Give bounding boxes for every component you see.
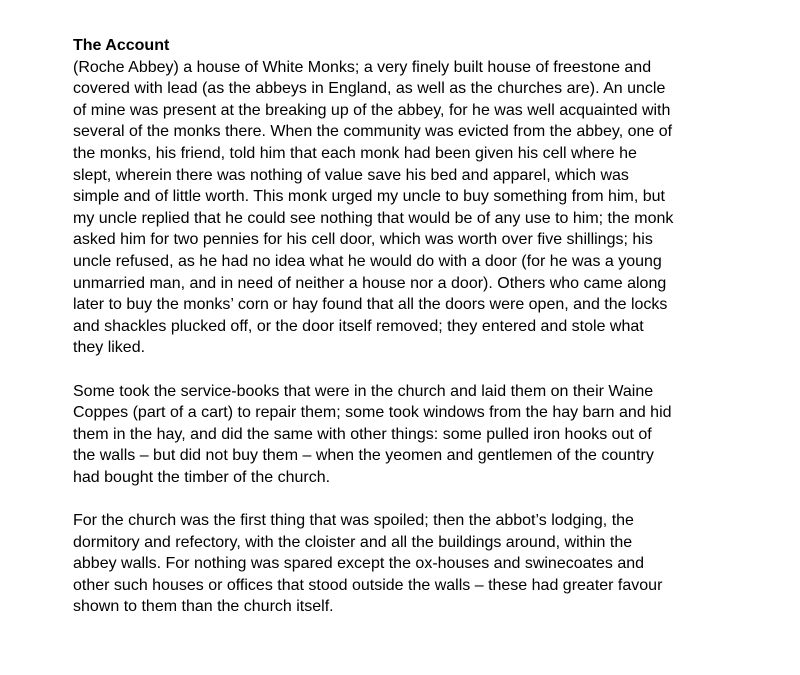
text-line: shown to them than the church itself.: [73, 598, 334, 616]
text-line: Coppes (part of a cart) to repair them; some took windows from the hay barn and hid: [73, 404, 672, 422]
text-line: had bought the timber of the church.: [73, 468, 331, 486]
text-line: For the church was the first thing that was spoiled; then the abbot’s lodging, the: [73, 512, 634, 530]
paragraph-2: [73, 381, 763, 489]
text-line: several of the monks there. When the community was evicted from the abbey, one of: [73, 123, 673, 141]
text-line: Some took the service-books that were in the church and laid them on their Waine: [73, 382, 654, 400]
text-line: other such houses or offices that stood outside the walls – these had greater favour: [73, 576, 663, 594]
text-line: they liked.: [73, 339, 146, 357]
text-line: my uncle replied that he could see nothing that would be of any use to him; the monk: [73, 209, 674, 227]
text-line: dormitory and refectory, with the cloister and all the buildings around, within the: [73, 533, 633, 551]
text-line: the monks, his friend, told him that each monk had been given his cell where he: [73, 144, 637, 162]
text-line: and shackles plucked off, or the door itself removed; they entered and stole what: [73, 317, 644, 335]
text-line: asked him for two pennies for his cell door, which was worth over five shillings; his: [73, 231, 653, 249]
text-line: the walls – but did not buy them – when the yeomen and gentlemen of the country: [73, 447, 654, 465]
text-line: covered with lead (as the abbeys in England, as well as the churches are). An uncle: [73, 80, 666, 98]
text-line: simple and of little worth. This monk urged my uncle to buy something from him, but: [73, 188, 665, 206]
document-title: The Account: [73, 37, 170, 54]
text-line: unmarried man, and in need of neither a house nor a door). Others who came along: [73, 274, 667, 292]
text-line: of mine was present at the breaking up of the abbey, for he was well acquainted with: [73, 101, 671, 119]
text-line: them in the hay, and did the same with other things: some pulled iron hooks out of: [73, 425, 652, 443]
paragraph-1: [73, 57, 763, 359]
text-line: uncle refused, as he had no idea what he would do with a door (for he was a young: [73, 252, 662, 270]
document-body: [73, 35, 763, 618]
text-line: (Roche Abbey) a house of White Monks; a very finely built house of freestone and: [73, 58, 652, 76]
text-line: abbey walls. For nothing was spared except the ox-houses and swinecoates and: [73, 555, 645, 573]
text-line: later to buy the monks’ corn or hay found that all the doors were open, and the locks: [73, 296, 668, 314]
paragraph-3: [73, 510, 763, 618]
text-line: slept, wherein there was nothing of value save his bed and apparel, which was: [73, 166, 629, 184]
